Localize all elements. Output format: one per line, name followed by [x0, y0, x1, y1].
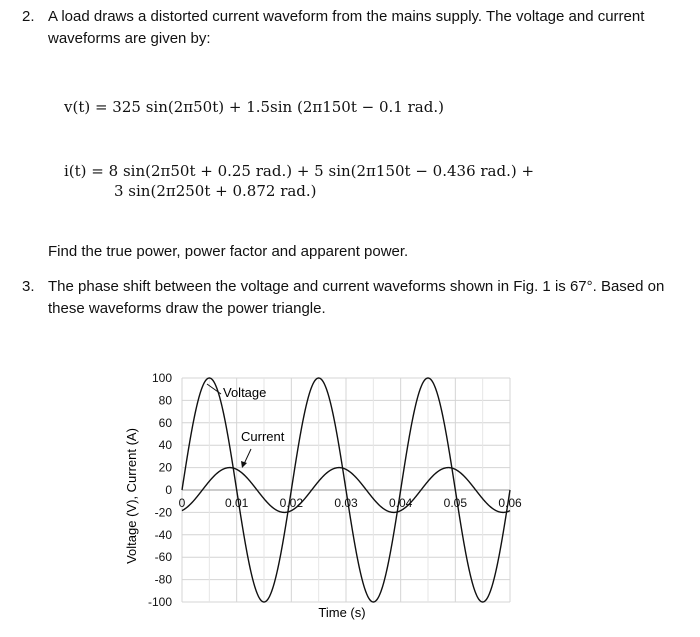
y-tick-label: 40: [158, 438, 172, 453]
current-annotation: Current: [241, 429, 285, 444]
y-tick-label: -40: [154, 527, 172, 542]
y-tick-label: 100: [151, 371, 172, 385]
y-tick-label: -80: [154, 572, 172, 587]
current-equation-line-2: 3 sin(2π250t + 0.872 rad.): [114, 182, 317, 200]
y-tick-label: -60: [154, 550, 172, 565]
y-tick-label: 60: [158, 415, 172, 430]
y-axis-label: Voltage (V), Current (A): [124, 428, 139, 564]
x-tick-label: 0.04: [388, 496, 413, 510]
y-tick-label: 80: [158, 393, 172, 408]
x-tick-label: 0.05: [443, 496, 468, 510]
problem-2-statement: A load draws a distorted current waveform from the mains supply. The voltage and current waveforms are given by:: [48, 8, 645, 47]
x-tick-label: 0: [178, 496, 186, 510]
x-tick-label: 0.02: [279, 496, 304, 510]
x-tick-label: 0.03: [334, 496, 358, 510]
x-axis-label: Time (s): [318, 605, 366, 620]
y-tick-label: 20: [158, 460, 172, 475]
current-annotation-arrow: [244, 449, 251, 464]
y-tick-label: 0: [165, 483, 172, 497]
problem-2-number: 2.: [22, 8, 35, 25]
problem-3: [22, 276, 672, 320]
problem-2-question: Find the true power, power factor and apparent power.: [48, 243, 409, 260]
x-tick-label: 0.01: [224, 496, 249, 510]
waveform-chart: [120, 365, 540, 627]
current-equation-line-1: i(t) = 8 sin(2π50t + 0.25 rad.) + 5 sin(2π150t − 0.436 rad.) +: [64, 162, 535, 180]
voltage-annotation: Voltage: [223, 385, 267, 400]
x-tick-label: 0.06: [498, 496, 522, 510]
problem-3-number: 3.: [22, 278, 35, 295]
y-tick-label: -100: [147, 595, 172, 609]
current-arrow-head: [241, 461, 247, 468]
problem-2: [22, 6, 672, 50]
voltage-equation: v(t) = 325 sin(2π50t) + 1.5sin (2π150t − 0.1 rad.): [64, 98, 444, 116]
y-tick-label: -20: [154, 505, 172, 520]
problem-3-statement: The phase shift between the voltage and current waveforms shown in Fig. 1 is 67°. Based on these waveforms draw the power triangle.: [48, 278, 665, 317]
